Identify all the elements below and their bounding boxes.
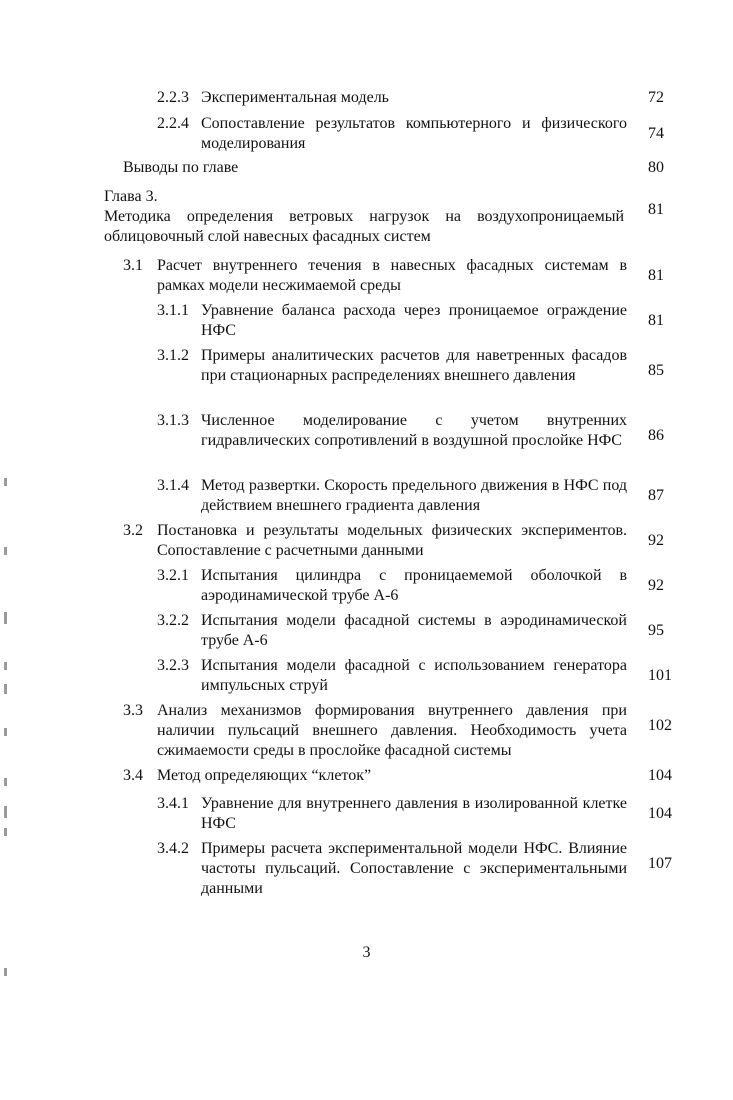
toc-entry-2-2-4 xyxy=(157,114,627,154)
toc-entry-3-1-3 xyxy=(157,411,627,471)
entry-title: Примеры расчета экспериментальной модели НФС. Влияние частоты пульсаций. Сопоставление с экспериментальными данными xyxy=(201,840,627,897)
entry-title: Испытания модели фасадной с использованием генератора импульсных струй xyxy=(201,657,627,694)
entry-number: 3.1.2 xyxy=(157,347,189,364)
toc-entry-2-2-3 xyxy=(157,88,627,108)
toc-entry-3-2-1 xyxy=(157,566,627,606)
scan-speck xyxy=(4,662,7,670)
scan-speck xyxy=(4,806,7,818)
entry-title: Метод развертки. Скорость предельного движения в НФС под действием внешнего градиента давления xyxy=(201,477,627,514)
toc-entry-conclusions xyxy=(123,158,523,178)
page-ref-104-a: 104 xyxy=(648,767,672,784)
toc-entry-3-3 xyxy=(123,701,627,761)
entry-title: Экспериментальная модель xyxy=(201,89,389,106)
toc-entry-3-1 xyxy=(123,256,627,296)
page-ref-72: 72 xyxy=(648,89,664,106)
page-number: 3 xyxy=(362,944,371,961)
entry-title: Постановка и результаты модельных физических экспериментов. Сопоставление с расчетными данными xyxy=(157,522,627,559)
toc-entry-3-2 xyxy=(123,521,627,561)
page-ref-101: 101 xyxy=(648,667,672,684)
entry-number: 2.2.4 xyxy=(157,115,189,132)
page-ref-87: 87 xyxy=(648,487,664,504)
scan-speck xyxy=(4,478,7,486)
page-ref-95: 95 xyxy=(648,622,664,639)
scan-speck xyxy=(4,968,7,976)
entry-number: 2.2.3 xyxy=(157,89,189,106)
page-ref-74: 74 xyxy=(648,125,664,142)
entry-title: Анализ механизмов формирования внутреннего давления при наличии пульсаций внешнего давления. Необходимость учета сжимаемости среды в прослойке фасадной системы xyxy=(157,702,627,759)
entry-title: Метод определяющих “клеток” xyxy=(157,767,372,784)
page-ref-86: 86 xyxy=(648,427,664,444)
entry-number: 3.1.4 xyxy=(157,477,189,494)
toc-entry-3-2-3 xyxy=(157,656,627,696)
page-ref-80: 80 xyxy=(648,159,664,176)
entry-number: 3.1 xyxy=(123,257,143,274)
entry-title: Уравнение для внутреннего давления в изолированной клетке НФС xyxy=(201,795,627,832)
scan-speck xyxy=(4,828,7,836)
toc-chapter-3 xyxy=(104,187,624,247)
entry-title: Сопоставление результатов компьютерного и физического моделирования xyxy=(201,115,627,152)
entry-number: 3.4.2 xyxy=(157,840,189,857)
toc-entry-3-2-2 xyxy=(157,611,627,651)
entry-title: Численное моделирование с учетом внутренних гидравлических сопротивлений в воздушной прослойке НФС xyxy=(201,412,627,449)
chapter-label: Глава 3. xyxy=(104,188,158,205)
entry-title: Испытания модели фасадной системы в аэродинамической трубе А-6 xyxy=(201,612,627,649)
entry-title: Испытания цилиндра с проницаемемой оболочкой в аэродинамической трубе А-6 xyxy=(201,567,627,604)
toc-entry-3-4-1 xyxy=(157,794,627,834)
toc-entry-3-4-2 xyxy=(157,839,627,899)
entry-number: 3.2 xyxy=(123,522,143,539)
entry-title: Примеры аналитических расчетов для наветренных фасадов при стационарных распределениях внешнего давления xyxy=(201,347,627,384)
entry-number: 3.1.3 xyxy=(157,412,189,429)
scan-speck xyxy=(4,612,7,624)
page-ref-85: 85 xyxy=(648,362,664,379)
page-ref-81-b: 81 xyxy=(648,312,664,329)
page-ref-92-a: 92 xyxy=(648,532,664,549)
page-ref-92-b: 92 xyxy=(648,577,664,594)
toc-entry-3-1-1 xyxy=(157,301,627,341)
page-ref-102: 102 xyxy=(648,717,672,734)
entry-title: Выводы по главе xyxy=(123,159,239,176)
entry-number: 3.2.1 xyxy=(157,567,189,584)
entry-number: 3.4 xyxy=(123,767,143,784)
toc-entry-3-1-2 xyxy=(157,346,627,406)
entry-number: 3.3 xyxy=(123,702,143,719)
entry-number: 3.2.3 xyxy=(157,657,189,674)
entry-number: 3.2.2 xyxy=(157,612,189,629)
page-ref-107: 107 xyxy=(648,855,672,872)
page-ref-81-chapter: 81 xyxy=(648,201,664,218)
entry-title: Уравнение баланса расхода через проницаемое ограждение НФС xyxy=(201,302,627,339)
scan-speck xyxy=(4,547,7,555)
entry-number: 3.1.1 xyxy=(157,302,189,319)
entry-number: 3.4.1 xyxy=(157,795,189,812)
toc-entry-3-4 xyxy=(123,766,627,786)
toc-entry-3-1-4 xyxy=(157,476,627,516)
page-ref-81-a: 81 xyxy=(648,267,664,284)
entry-title: Расчет внутреннего течения в навесных фасадных системам в рамках модели несжимаемой среды xyxy=(157,257,627,294)
scan-speck xyxy=(4,778,7,786)
page-ref-104-b: 104 xyxy=(648,805,672,822)
chapter-title: Методика определения ветровых нагрузок на воздухопроницаемый облицовочный слой навесных фасадных систем xyxy=(104,208,624,245)
scan-speck xyxy=(4,684,7,694)
scan-speck xyxy=(4,728,7,736)
